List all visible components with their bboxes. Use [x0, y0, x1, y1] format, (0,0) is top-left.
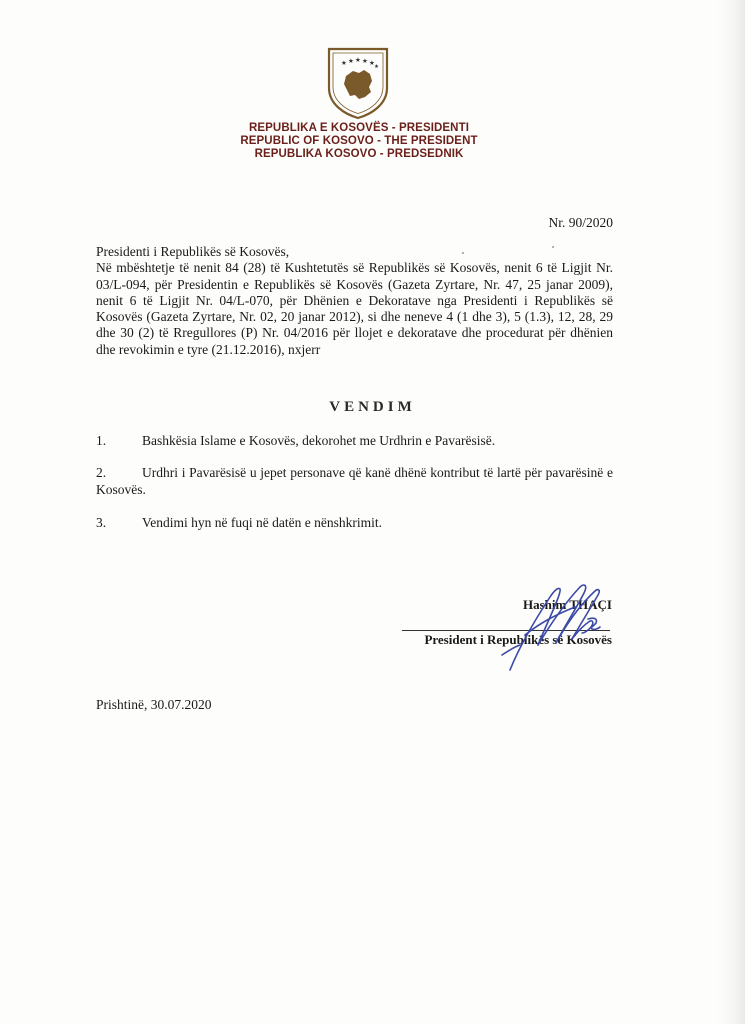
scan-speck	[552, 246, 554, 248]
svg-text:★: ★	[362, 57, 368, 65]
svg-text:★: ★	[341, 59, 347, 67]
article-text: Bashkësia Islame e Kosovës, dekorohet me Urdhrin e Pavarësisë.	[142, 433, 496, 448]
letterhead-line-serbian: REPUBLIKA KOSOVO - PREDSEDNIK	[254, 148, 464, 160]
decision-title: VENDIM	[329, 399, 416, 415]
letterhead-line-english: REPUBLIC OF KOSOVO - THE PRESIDENT	[240, 135, 478, 147]
article-1	[96, 432, 613, 449]
svg-text:★: ★	[348, 57, 354, 65]
place-and-date: Prishtinë, 30.07.2020	[96, 697, 212, 712]
svg-text:★: ★	[369, 59, 375, 67]
article-text: Vendimi hyn në fuqi në datën e nënshkrimit.	[142, 515, 382, 530]
article-text: Urdhri i Pavarësisë u jepet personave që kanë dhënë kontribut të lartë për pavarësinë e Kosovës.	[96, 465, 613, 497]
preamble	[96, 244, 613, 358]
svg-text:★: ★	[355, 56, 361, 64]
svg-text:★: ★	[374, 64, 379, 70]
coat-of-arms-icon	[326, 46, 390, 120]
decree-number: Nr. 90/2020	[548, 215, 613, 230]
signer-name: Hashim THAÇI	[523, 597, 612, 612]
legal-basis: Në mbështetje të nenit 84 (28) të Kushtetutës së Republikës së Kosovës, nenit 6 të Ligjit Nr. 03/L-094, për Presidentin e Republikës së Kosovës (Gazeta Zyrtare, Nr. 47, 25 janar 2009), nenit 6 të Ligjit Nr. 04/L-070, për Dhënien e Dekoratave nga Presidenti i Republikës së Kosovës (Gazeta Zyrtare, Nr. 02, 20 janar 2012), si dhe neneve 4 (1 dhe 3), 5 (1.3), 12, 28, 29 dhe 30 (2) të Rregullores (P) Nr. 04/2016 për llojet e dekoratave dhe procedurat për dhënien dhe revokimin e tyre (21.12.2016), nxjerr	[96, 260, 613, 357]
scan-edge-shadow	[717, 0, 745, 1024]
article-number: 3.	[96, 515, 107, 530]
handwritten-signature-icon	[480, 575, 610, 675]
signer-title: President i Republikës së Kosovës	[424, 632, 612, 647]
letterhead	[200, 122, 518, 161]
article-number: 2.	[96, 465, 107, 480]
scan-speck	[462, 252, 464, 254]
signature-block	[390, 575, 620, 675]
letterhead-line-albanian: REPUBLIKA E KOSOVËS - PRESIDENTI	[248, 122, 470, 134]
article-number: 1.	[96, 433, 107, 448]
article-2	[96, 464, 613, 498]
issuer: Presidenti i Republikës së Kosovës,	[96, 244, 290, 259]
article-3	[96, 514, 613, 531]
